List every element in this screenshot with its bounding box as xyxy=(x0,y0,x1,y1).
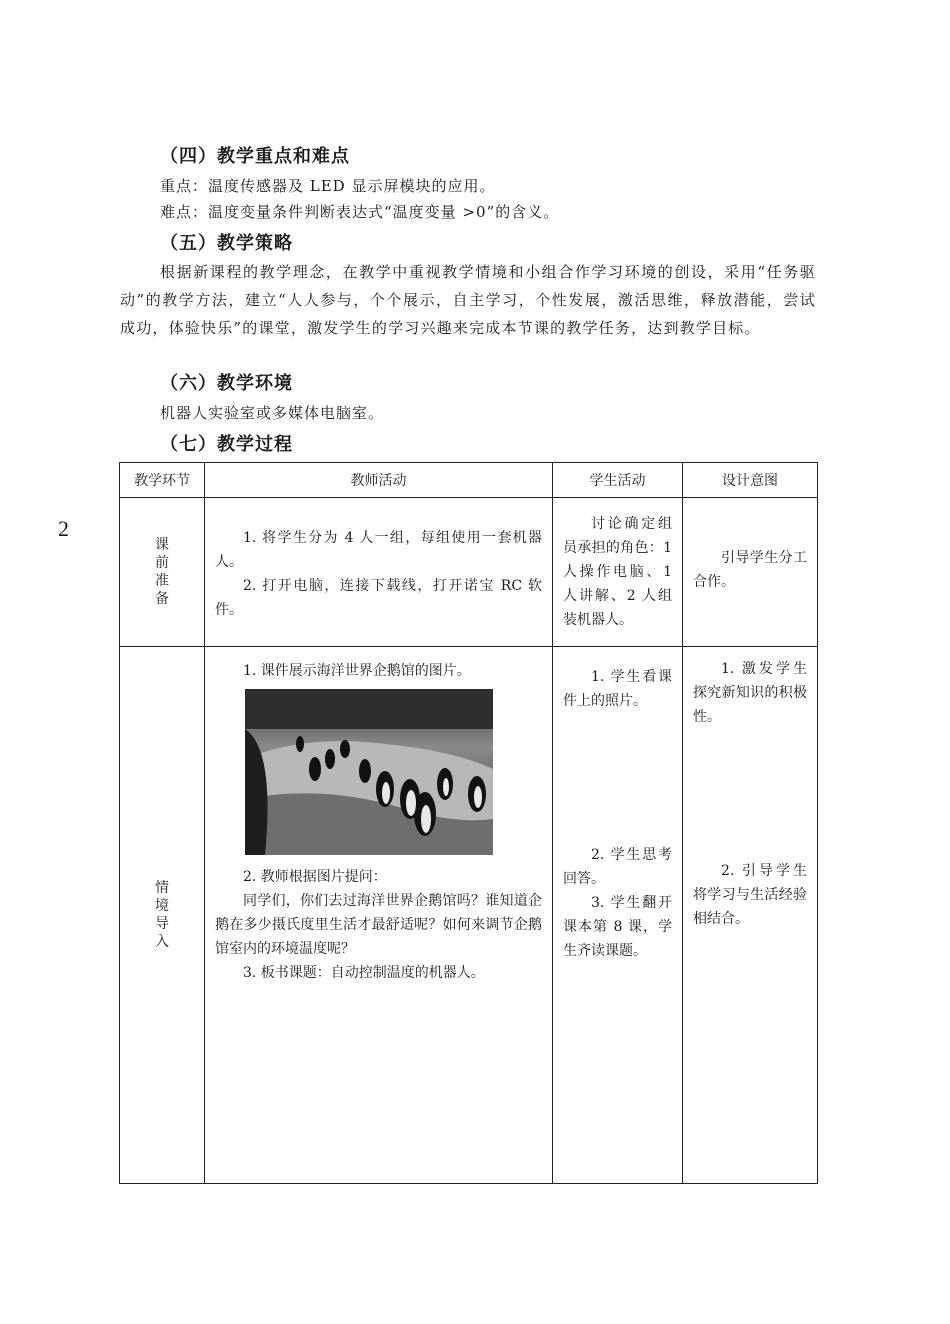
teaching-process-table xyxy=(119,462,818,1184)
intent-item: 引导学生分工合作。 xyxy=(693,550,807,590)
header-student: 学生活动 xyxy=(553,463,683,498)
student-cell xyxy=(553,647,683,1184)
stage-cell xyxy=(120,498,205,647)
stage-label: 课前准备 xyxy=(155,537,169,607)
section-7-heading: （七）教学过程 xyxy=(160,434,293,455)
penguin-photo xyxy=(245,689,493,855)
environment-text: 机器人实验室或多媒体电脑室。 xyxy=(160,404,385,422)
difficulty-text: 难点：温度变量条件判断表达式“温度变量 >0”的含义。 xyxy=(160,203,560,221)
intent-cell xyxy=(683,498,818,647)
intent-item: 2. 引导学生将学习与生活经验相结合。 xyxy=(693,863,807,927)
table-row xyxy=(120,647,818,1184)
teacher-item: 1. 将学生分为 4 人一组，每组使用一套机器人。 xyxy=(215,530,542,570)
student-item: 讨论确定组员承担的角色：1 人操作电脑、1 人讲解、2 人组装机器人。 xyxy=(563,516,672,628)
section-4-heading: （四）教学重点和难点 xyxy=(160,146,350,167)
teacher-item: 1. 课件展示海洋世界企鹅馆的图片。 xyxy=(243,663,471,679)
teacher-item: 2. 教师根据图片提问： xyxy=(243,869,387,885)
teacher-item: 3. 板书课题：自动控制温度的机器人。 xyxy=(243,965,485,981)
teacher-cell xyxy=(205,647,553,1184)
teacher-item: 2. 打开电脑，连接下载线，打开诺宝 RC 软件。 xyxy=(215,578,542,618)
header-stage: 教学环节 xyxy=(120,463,205,498)
header-intent: 设计意图 xyxy=(683,463,818,498)
student-cell xyxy=(553,498,683,647)
teacher-cell xyxy=(205,498,553,647)
header-teacher: 教师活动 xyxy=(205,463,553,498)
intent-cell xyxy=(683,647,818,1184)
student-item: 3. 学生翻开课本第 8 课，学生齐读课题。 xyxy=(563,895,672,959)
teacher-item: 同学们，你们去过海洋世界企鹅馆吗？谁知道企鹅在多少摄氏度里生活才最舒适呢？如何来调节企鹅馆室内的环境温度呢？ xyxy=(215,893,542,957)
student-item: 1. 学生看课件上的照片。 xyxy=(563,669,672,709)
stage-label: 情境导入 xyxy=(155,880,169,950)
intent-item: 1. 激发学生探究新知识的积极性。 xyxy=(693,661,807,725)
student-item: 2. 学生思考回答。 xyxy=(563,847,672,887)
section-6-heading: （六）教学环境 xyxy=(160,373,293,394)
stage-cell xyxy=(120,647,205,1184)
section-5-heading: （五）教学策略 xyxy=(160,233,293,254)
key-point-text: 重点：温度传感器及 LED 显示屏模块的应用。 xyxy=(160,177,496,195)
page-number: 2 xyxy=(58,516,69,541)
table-row xyxy=(120,498,818,647)
table-header-row xyxy=(120,463,818,498)
strategy-paragraph: 根据新课程的教学理念，在教学中重视教学情境和小组合作学习环境的创设，采用“任务驱动”的教学方法，建立“人人参与，个个展示，自主学习，个性发展，激活思维，释放潜能，尝试成功，体验快乐”的课堂，激发学生的学习兴趣来完成本节课的教学任务，达到教学目标。 xyxy=(120,263,816,337)
